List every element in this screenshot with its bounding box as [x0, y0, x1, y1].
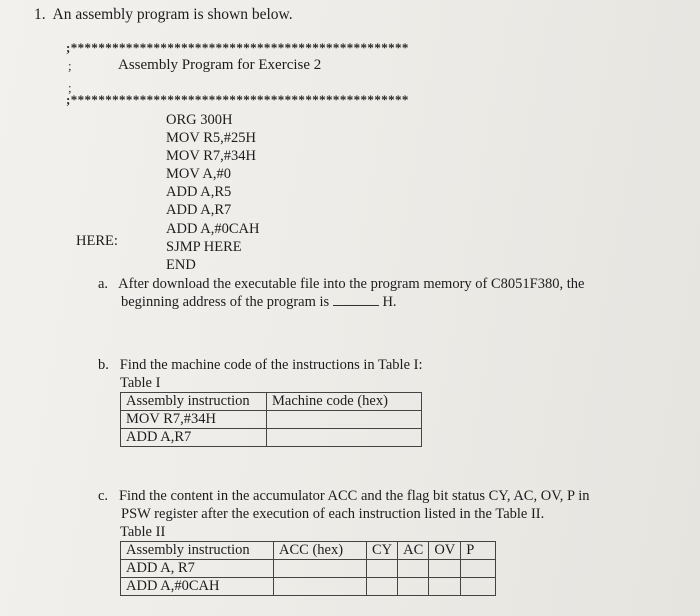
table-header-cell: Assembly instruction	[121, 542, 274, 560]
answer-cell[interactable]	[398, 578, 429, 596]
part-c-line1: Find the content in the accumulator ACC and the flag bit status CY, AC, OV, P in	[118, 488, 590, 504]
table-header-cell: Machine code (hex)	[267, 393, 422, 411]
part-b	[98, 357, 423, 447]
table-caption: Table I	[120, 375, 161, 391]
table-header-cell: ACC (hex)	[274, 542, 367, 560]
code-line: MOV R5,#25H	[166, 130, 256, 147]
answer-cell[interactable]	[429, 560, 461, 578]
answer-cell[interactable]	[274, 560, 367, 578]
code-line: ADD A,R5	[166, 184, 232, 201]
table-row	[121, 429, 422, 447]
star-divider-bottom: ;*************************************************	[66, 92, 409, 107]
part-a	[98, 275, 584, 311]
code-line: END	[166, 256, 196, 273]
part-a-marker: a.	[98, 276, 109, 292]
table-row	[121, 411, 422, 429]
answer-cell[interactable]	[429, 578, 461, 596]
answer-blank[interactable]	[333, 293, 379, 306]
part-b-text: Find the machine code of the instructions in Table I:	[119, 357, 423, 373]
table-cell: MOV R7,#34H	[121, 411, 267, 429]
part-c-line2: PSW register after the execution of each instruction listed in the Table II.	[121, 506, 545, 522]
code-listing	[166, 111, 259, 274]
answer-cell[interactable]	[461, 578, 496, 596]
comment-semicolon: ;	[68, 58, 72, 73]
part-c-marker: c.	[98, 488, 109, 504]
table-2	[120, 541, 496, 596]
code-line: MOV A,#0	[166, 166, 231, 183]
comment-semicolon: ;	[68, 80, 72, 95]
answer-cell[interactable]	[461, 560, 496, 578]
code-line: ADD A,#0CAH	[166, 220, 260, 237]
question-text: An assembly program is shown below.	[52, 6, 293, 23]
part-a-line2-end: H.	[382, 294, 397, 310]
question-number: 1.	[34, 6, 46, 23]
part-a-line1: After download the executable file into the program memory of C8051F380, the	[118, 276, 585, 292]
answer-cell[interactable]	[398, 560, 429, 578]
table-header-cell: OV	[429, 542, 461, 560]
table-header-cell: AC	[398, 542, 429, 560]
code-line: MOV R7,#34H	[166, 148, 256, 165]
code-line: ADD A,R7	[166, 202, 232, 219]
answer-cell[interactable]	[267, 429, 422, 447]
part-b-marker: b.	[98, 357, 109, 373]
table-caption: Table II	[120, 524, 166, 540]
code-label: HERE:	[76, 233, 118, 249]
table-header-cell: Assembly instruction	[121, 393, 267, 411]
program-title: Assembly Program for Exercise 2	[118, 57, 322, 73]
table-cell: ADD A,R7	[121, 429, 267, 447]
table-header-cell: P	[461, 542, 496, 560]
code-line: ORG 300H	[166, 112, 233, 128]
answer-cell[interactable]	[267, 411, 422, 429]
answer-cell[interactable]	[367, 578, 398, 596]
table-cell: ADD A,#0CAH	[121, 578, 274, 596]
table-header-row	[121, 542, 496, 560]
code-line: SJMP HERE	[166, 238, 242, 255]
table-cell: ADD A, R7	[121, 560, 274, 578]
answer-cell[interactable]	[274, 578, 367, 596]
table-header-cell: CY	[367, 542, 398, 560]
part-c	[98, 487, 590, 596]
table-1	[120, 392, 422, 447]
table-row	[121, 578, 496, 596]
table-header-row	[121, 393, 422, 411]
question-heading	[34, 6, 293, 24]
answer-cell[interactable]	[367, 560, 398, 578]
table-row	[121, 560, 496, 578]
part-a-line2: beginning address of the program is	[121, 294, 330, 310]
star-divider-top: ;*************************************************	[66, 40, 409, 55]
